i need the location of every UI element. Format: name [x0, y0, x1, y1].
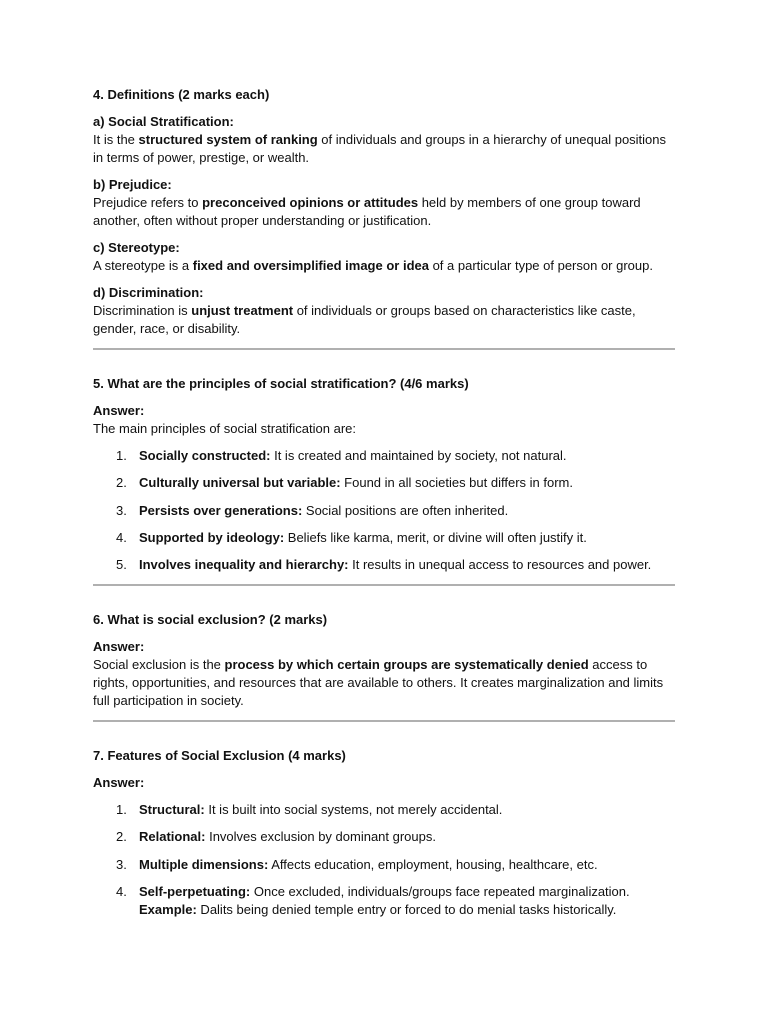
definition-title: a) Social Stratification: — [93, 114, 234, 129]
principles-list — [93, 447, 675, 574]
definition-discrimination — [93, 284, 675, 338]
definition-stereotype — [93, 239, 675, 275]
answer-text: Social exclusion is the process by which certain groups are systematically denied access to rights, opportunities, and resources that are available to others. It creates marginalization and limits full participation in society. — [93, 657, 664, 709]
section-divider — [93, 720, 675, 722]
definition-text: It is the structured system of ranking of individuals and groups in a hierarchy of unequal positions in terms of power, prestige, or wealth. — [93, 132, 667, 165]
definition-prejudice — [93, 176, 675, 230]
list-item: 3. Multiple dimensions: Affects education, employment, housing, healthcare, etc. — [116, 856, 598, 872]
section-divider — [93, 584, 675, 586]
definition-title: c) Stereotype: — [93, 240, 180, 255]
list-item: 3. Persists over generations: Social positions are often inherited. — [116, 502, 509, 518]
section-6-heading: 6. What is social exclusion? (2 marks) — [93, 612, 328, 628]
answer-label: Answer: — [93, 639, 145, 655]
answer-label: Answer: — [93, 775, 145, 791]
features-list — [93, 801, 675, 919]
list-item: 4. Supported by ideology: Beliefs like karma, merit, or divine will often justify it. — [116, 529, 587, 545]
definition-text: Prejudice refers to preconceived opinions or attitudes held by members of one group toward another, often without proper understanding or justification. — [93, 195, 641, 228]
section-divider — [93, 348, 675, 350]
list-item: 1. Socially constructed: It is created and maintained by society, not natural. — [116, 448, 567, 463]
answer-label: Answer: — [93, 403, 145, 418]
section-7-heading: 7. Features of Social Exclusion (4 marks) — [93, 748, 346, 764]
list-item: 2. Relational: Involves exclusion by dominant groups. — [116, 829, 436, 845]
answer-intro: The main principles of social stratification are: — [93, 421, 357, 436]
list-item: 1. Structural: It is built into social systems, not merely accidental. — [116, 802, 503, 818]
section-4-heading: 4. Definitions (2 marks each) — [93, 87, 270, 102]
document-page — [93, 86, 675, 928]
list-item: 5. Involves inequality and hierarchy: It results in unequal access to resources and power. — [116, 557, 652, 573]
definition-title: b) Prejudice: — [93, 177, 172, 192]
section-5-heading: 5. What are the principles of social stratification? (4/6 marks) — [93, 376, 469, 391]
list-item: 2. Culturally universal but variable: Found in all societies but differs in form. — [116, 475, 573, 491]
definition-title: d) Discrimination: — [93, 285, 204, 300]
list-item: 4. Self-perpetuating: Once excluded, individuals/groups face repeated marginalization. Example: Dalits being denied temple entry or forced to do menial tasks historically. — [116, 884, 630, 918]
definition-text: Discrimination is unjust treatment of individuals or groups based on characteristics like caste, gender, race, or disability. — [93, 303, 636, 336]
definition-social-stratification — [93, 113, 675, 167]
definition-text: A stereotype is a fixed and oversimplified image or idea of a particular type of person or group. — [93, 258, 653, 273]
example-label: Example: — [139, 902, 197, 918]
example-text: Dalits being denied temple entry or forced to do menial tasks historically. — [196, 902, 617, 918]
